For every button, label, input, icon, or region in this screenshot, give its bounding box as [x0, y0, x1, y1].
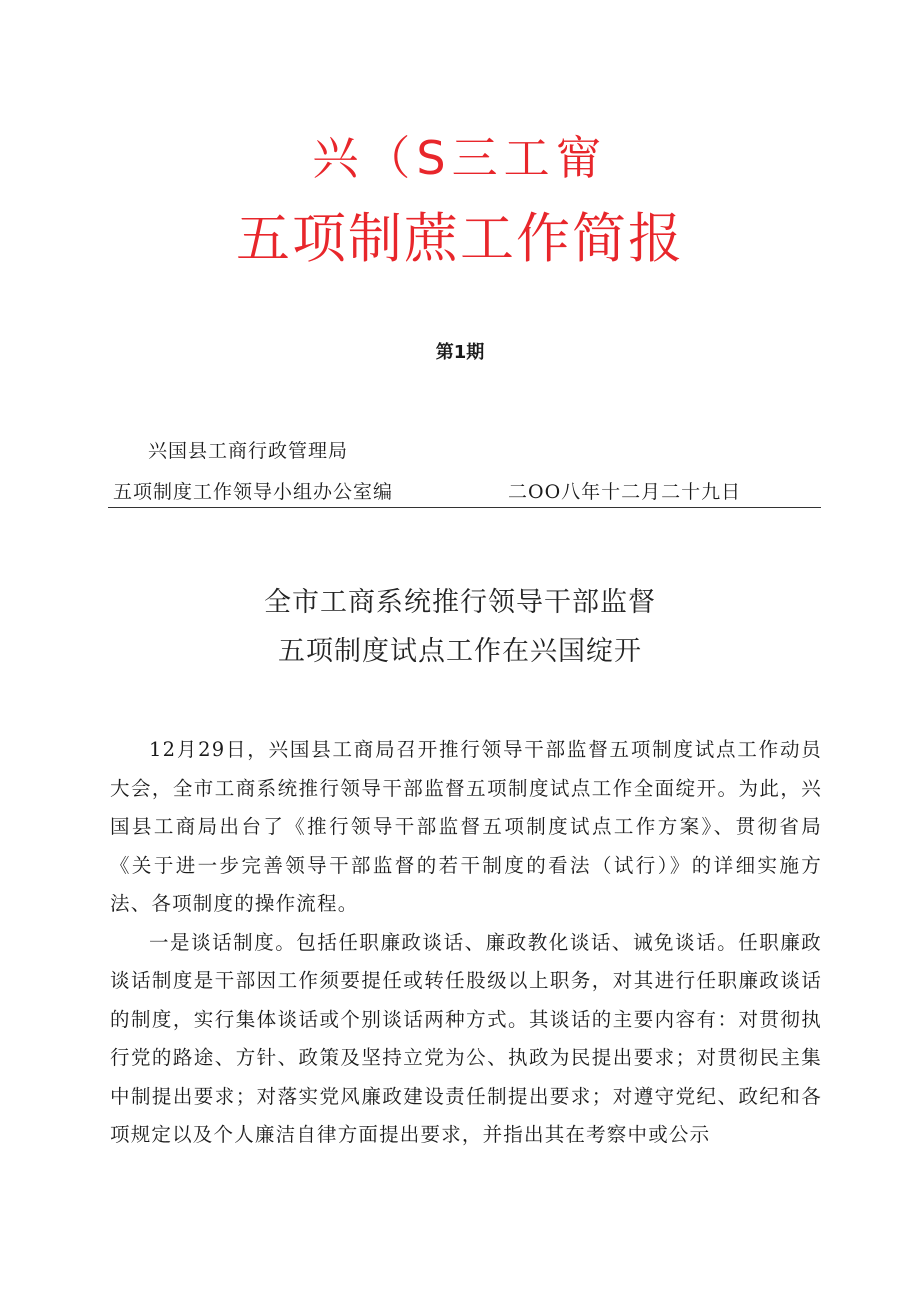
masthead-title-line1: 兴（S三工甯 — [312, 131, 608, 185]
article-headline-line2: 五项制度试点工作在兴国绽开 — [278, 636, 642, 667]
publisher-org-line2: 五项制度工作领导小组办公室编 — [113, 481, 394, 503]
masthead-title-line2: 五项制蔗工作简报 — [236, 207, 684, 270]
article-paragraph-1: 12月29日，兴国县工商局召开推行领导干部监督五项制度试点工作动员大会，全市工商系统推行领导干部监督五项制度试点工作全面绽开。为此，兴国县工商局出台了《推行领导干部监督五项制度试点工作方案》、贯彻省局《关于进一步完善领导干部监督的若干制度的看法（试行）》的详细实施方法、各项制度的操作流程。 — [110, 738, 822, 915]
article-body — [110, 731, 822, 1155]
article-headline-line1: 全市工商系统推行领导干部监督 — [264, 587, 656, 618]
publish-date: 二OO八年十二月二十九日 — [508, 481, 742, 503]
header-divider — [108, 507, 821, 508]
publisher-org-line1: 兴国县工商行政管理局 — [148, 440, 349, 462]
article-paragraph-2: 一是谈话制度。包括任职廉政谈话、廉政教化谈话、诫免谈话。任职廉政谈话制度是干部因工作须要提任或转任股级以上职务，对其进行任职廉政谈话的制度，实行集体谈话或个别谈话两种方式。其谈话的主要内容有：对贯彻执行党的路途、方针、政策及坚持立党为公、执政为民提出要求；对贯彻民主集中制提出要求；对落实党风廉政建设责任制提出要求；对遵守党纪、政纪和各项规定以及个人廉洁自律方面提出要求，并指出其在考察中或公示 — [110, 930, 822, 1146]
issue-number: 第1期 — [435, 342, 485, 363]
